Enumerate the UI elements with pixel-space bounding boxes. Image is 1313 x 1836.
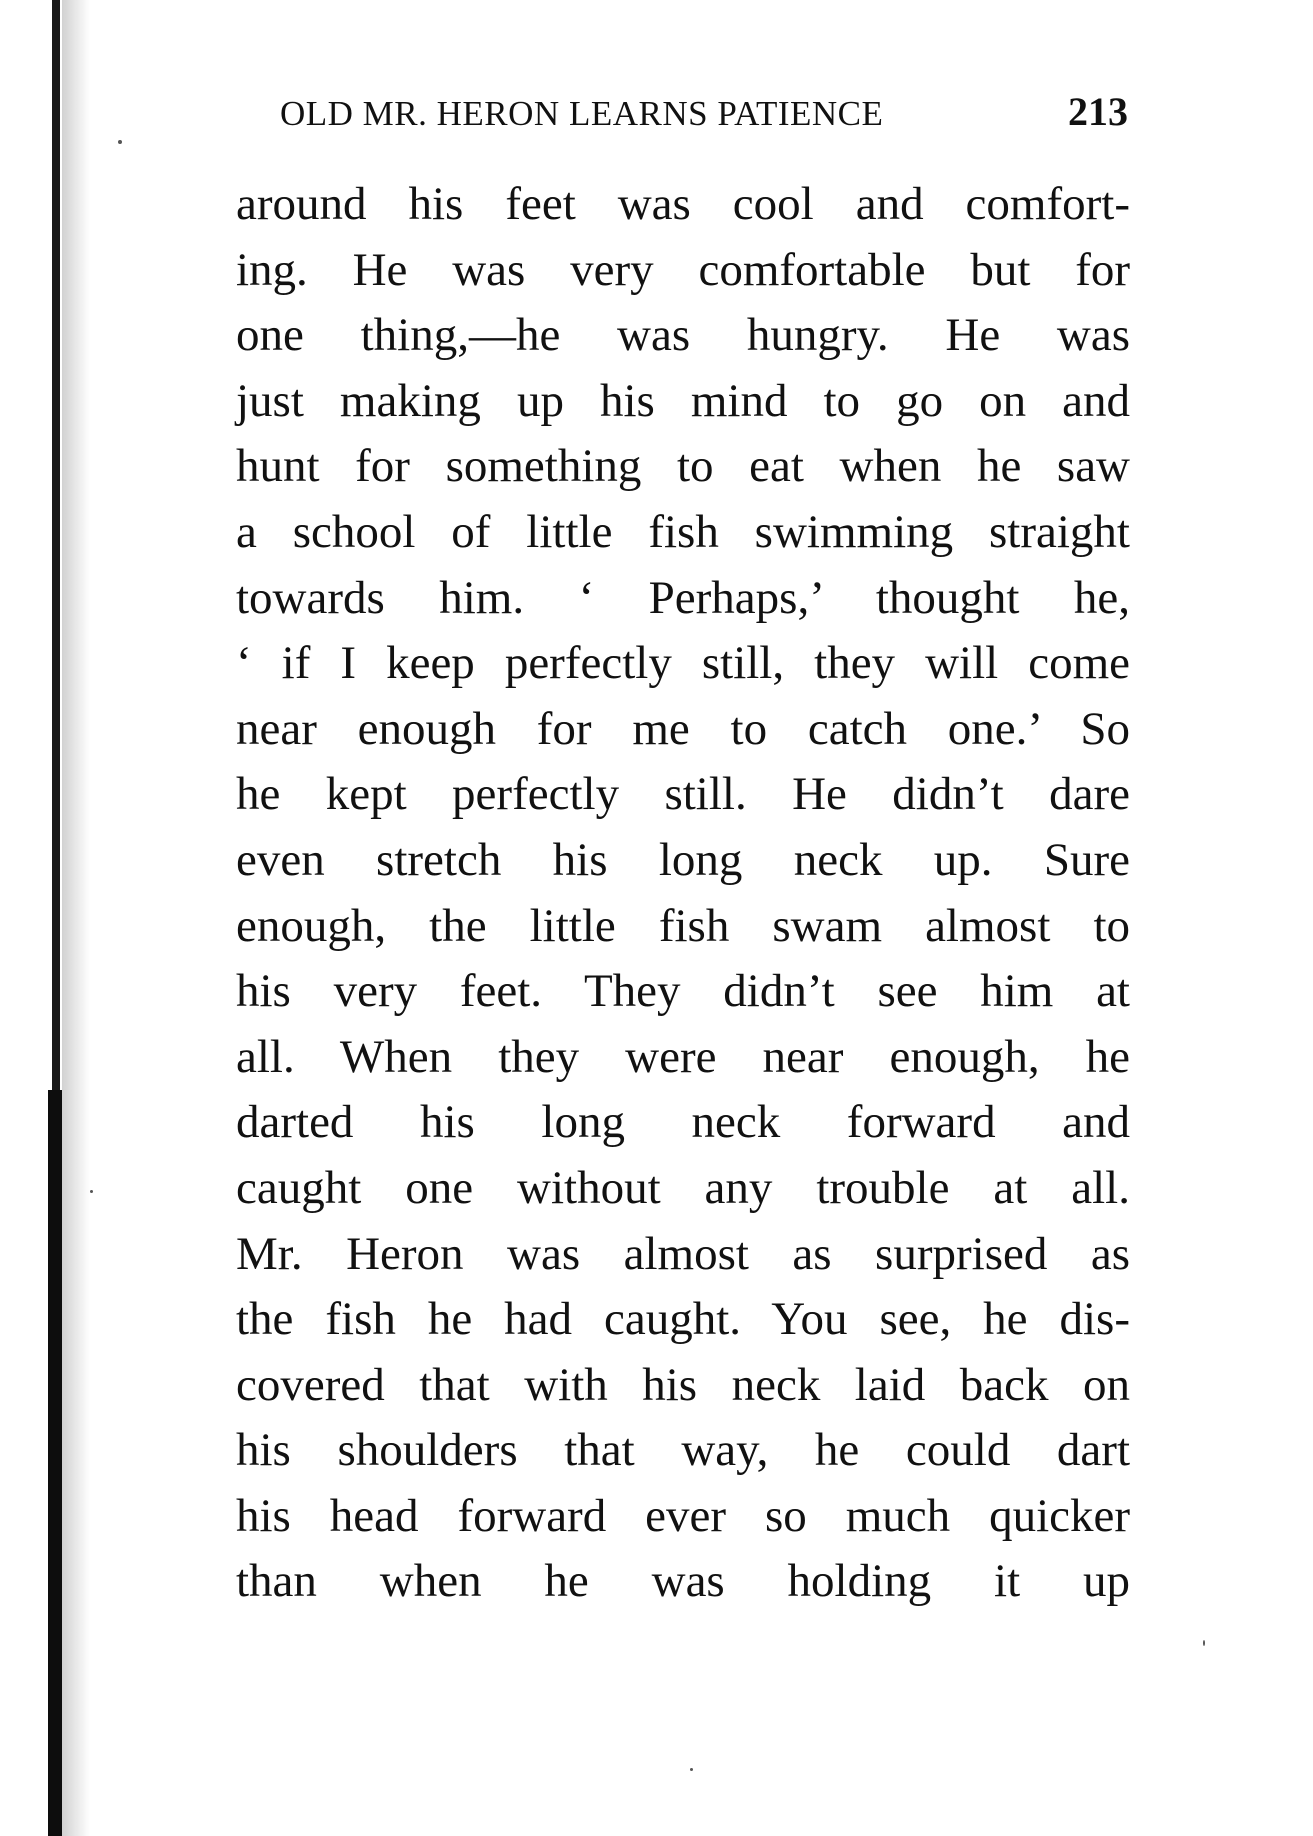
scan-speck (1203, 1640, 1205, 1646)
text-line: even stretch his long neck up. Sure (236, 833, 1130, 886)
text-line: ing. He was very comfortable but for (236, 243, 1130, 296)
scan-speck (690, 1768, 693, 1771)
text-line: just making up his mind to go on and (236, 374, 1130, 427)
page-number: 213 (1068, 89, 1128, 134)
scan-speck (118, 140, 122, 144)
text-line: the fish he had caught. You see, he dis- (236, 1293, 1130, 1346)
text-line: covered that with his neck laid back on (236, 1358, 1130, 1411)
running-head: OLD MR. HERON LEARNS PATIENCE (280, 94, 884, 133)
text-line: hunt for something to eat when he saw (236, 440, 1130, 493)
body-text (236, 172, 1130, 1615)
text-line: near enough for me to catch one.’ So (236, 702, 1130, 755)
binding-edge-shadow (48, 1090, 62, 1836)
text-line: than when he was holding it up (236, 1555, 1130, 1608)
text-line: enough, the little fish swam almost to (236, 899, 1130, 952)
text-line: all. When they were near enough, he (236, 1030, 1130, 1083)
text-line: darted his long neck forward and (236, 1096, 1130, 1149)
page-header (280, 88, 1128, 138)
text-line: his very feet. They didn’t see him at (236, 965, 1130, 1018)
text-line: ‘ if I keep perfectly still, they will come (236, 637, 1130, 690)
text-line: around his feet was cool and comfort- (236, 178, 1130, 230)
scan-speck (90, 1190, 93, 1193)
text-line: his head forward ever so much quicker (236, 1489, 1130, 1542)
text-line: his shoulders that way, he could dart (236, 1424, 1130, 1477)
text-line: he kept perfectly still. He didn’t dare (236, 768, 1130, 821)
text-line: towards him. ‘ Perhaps,’ thought he, (236, 571, 1130, 624)
text-line: caught one without any trouble at all. (236, 1161, 1130, 1214)
text-line: Mr. Heron was almost as surprised as (236, 1227, 1130, 1280)
text-line: a school of little fish swimming straight (236, 505, 1130, 558)
text-line: one thing,—he was hungry. He was (236, 309, 1130, 362)
binding-gradient (62, 0, 90, 1836)
